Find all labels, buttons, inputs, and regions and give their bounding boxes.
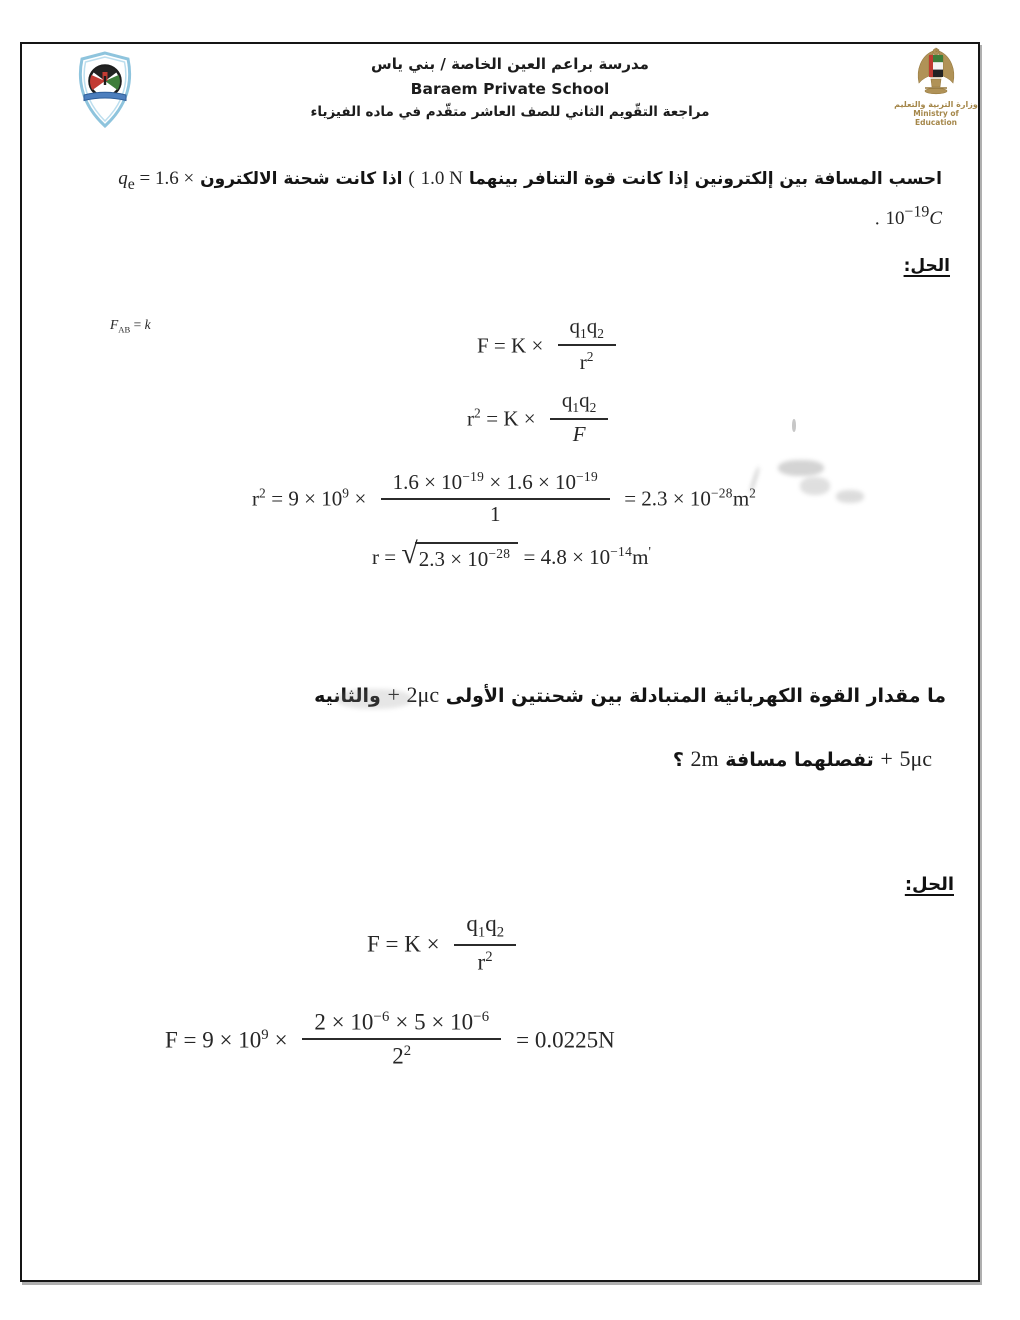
q2-distance-text: تفصلهما مسافة (725, 749, 874, 771)
formula-fab: $F_{AB} = k$ (110, 317, 151, 335)
ministry-logo (894, 46, 978, 127)
formula-r-squared-calculation: $r^2 = 9 \times 10^9$ × $\frac{1.6 \times 10^{-19} \times 1.6 \times 10^{-19}}{1}$ = $2.3 \times 10^{-28}m^2$ (252, 469, 757, 526)
question1-text-line2 (875, 204, 942, 230)
q1-main-text: احسب المسافة بين إلكترونين إذا كانت قوة التنافر بينهما (468, 169, 942, 189)
q2-question-mark: ؟ (672, 749, 684, 771)
formula-coulomb-law-2: F = K × $\frac{q_1q_2}{r^2}$ (367, 914, 525, 978)
q2-second-text: والثانيه (314, 685, 381, 707)
school-name-english: Baraem Private School (410, 80, 610, 98)
q1-condition-text: اذا كانت شحنة الالكترون (200, 169, 403, 189)
q1-force-value: 1.0 N (420, 168, 463, 189)
school-shield-logo (72, 50, 138, 130)
document-title-arabic: مراجعة التقّويم الثاني للصف العاشر متقّدم في ماده الفيزياء (310, 104, 710, 120)
question1-text-line1 (118, 168, 942, 194)
q2-plus1: + (387, 682, 400, 707)
q1-electron-charge-formula: $q_e = 1.6$ × (118, 168, 195, 193)
q1-charge-unit-formula: $10^{-19}C$ (885, 204, 942, 230)
school-name-arabic: مدرسة براعم العين الخاصة / بني ياس (371, 55, 649, 73)
scan-smudge (778, 460, 824, 476)
formula-force-calculation: $F = 9 \times 10^9$ × $\frac{2 \times 10^{-6} \times 5 \times 10^{-6}}{2^2}$ = 0.0225N (165, 1009, 615, 1070)
q1-open-paren: ( (408, 168, 415, 189)
ministry-name-english: Ministry of Education (913, 109, 959, 127)
page-border-frame (20, 42, 980, 1282)
ministry-falcon-icon (913, 46, 959, 98)
question2-text-line2 (673, 746, 932, 772)
formula-coulomb-law-1: F = K × $\frac{q_1q_2}{r^2}$ (477, 318, 625, 378)
scan-smudge (336, 689, 412, 709)
scan-smudge (836, 490, 864, 503)
scan-smudge (800, 477, 830, 495)
solution1-label: الحل: (903, 256, 950, 276)
scan-smudge (792, 419, 796, 432)
q1-period: . (874, 208, 880, 230)
q2-charge1-value: 2μc (406, 682, 440, 707)
solution2-label: الحل: (904, 874, 954, 895)
header-title-block (230, 55, 790, 120)
q2-distance-value: 2m (690, 746, 719, 771)
q2-main-text: ما مقدار القوة الكهربائية المتبادلة بين شحنتين الأولى (445, 685, 946, 707)
formula-r-squared: $r^2 = K$ × $\frac{q_1q_2}{F}$ (467, 392, 617, 450)
q2-plus2: + (880, 746, 893, 771)
formula-r-result: r = √ $2.3 \times 10^{-28}$ = $4.8 \times 10^{-14}m'$ (372, 537, 652, 572)
school-shield-icon (72, 50, 138, 130)
ministry-name-arabic: وزارة التربية والتعليم (894, 100, 978, 109)
q2-charge2-value: 5μc (899, 746, 932, 771)
